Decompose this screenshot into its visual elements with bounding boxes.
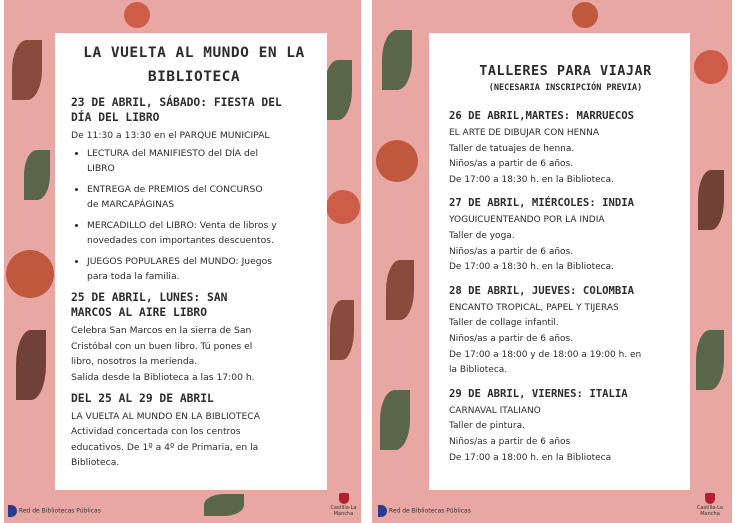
section-text: De 17:00 a 18:30 h. en la Biblioteca.: [449, 262, 614, 273]
section-text: ENCANTO TROPICAL, PAPEL Y TIJERAS: [449, 302, 619, 313]
decor-leaf: [24, 150, 50, 200]
castilla-la-mancha-crest: Castilla-La Mancha: [688, 493, 732, 517]
section-colombia: [449, 284, 682, 379]
section-text: De 17:00 a 18:30 h. en la Biblioteca.: [449, 174, 614, 185]
section-text: libro, nosotros la merienda.: [71, 356, 198, 368]
section-text: Taller de yoga.: [449, 230, 515, 241]
section-text: Salida desde la Biblioteca a las 17:00 h.: [71, 371, 255, 383]
section-text: Taller de tatuajes de henna.: [449, 143, 575, 154]
decor-leaf: [324, 60, 352, 120]
poster-title: LA VUELTA AL MUNDO EN LA BIBLIOTECA: [83, 45, 305, 85]
castilla-la-mancha-crest: Castilla-La Mancha: [326, 493, 361, 517]
decor-leaf: [382, 30, 412, 90]
crest-icon: [705, 493, 715, 504]
section-text: la Biblioteca.: [449, 365, 508, 376]
library-network-logo: Red de Bibliotecas Públicas: [8, 505, 101, 517]
decor-blob: [694, 50, 728, 84]
section-text: Taller de collage infantil.: [449, 318, 559, 329]
decor-blob: [326, 190, 360, 224]
section-text: De 17:00 a 18:00 h. en la Biblioteca: [449, 452, 612, 463]
list-item: • ENTREGA de PREMIOS del CONCURSO de MARCAPÁGINAS: [87, 182, 317, 212]
section-text: educativos. De 1º a 4º de Primaria, en la: [71, 441, 259, 453]
library-logo-icon: [378, 505, 387, 517]
decor-blob: [124, 2, 150, 28]
library-logo-icon: [8, 505, 17, 517]
poster-right: [372, 0, 732, 523]
section-dia-del-libro: [71, 95, 317, 284]
activity-list: [71, 146, 317, 284]
decor-leaf: [16, 330, 46, 400]
decor-leaf: [204, 494, 244, 516]
decor-leaf: [696, 330, 724, 390]
list-item: • JUEGOS POPULARES del MUNDO: Juegos para toda la familia.: [87, 254, 317, 284]
section-heading: 25 DE ABRIL, LUNES: SAN MARCOS AL AIRE LIBRO: [71, 291, 228, 320]
section-text: YOGUICUENTEANDO POR LA INDIA: [449, 215, 605, 226]
decor-leaf: [386, 260, 414, 320]
section-text: EL ARTE DE DIBUJAR CON HENNA: [449, 128, 599, 138]
program-card: [55, 33, 327, 490]
section-heading: 27 DE ABRIL, MIÉRCOLES: INDIA: [449, 197, 634, 210]
decor-blob: [6, 250, 54, 298]
decor-leaf: [698, 170, 724, 230]
section-text: Niños/as a partir de 6 años: [449, 436, 571, 447]
section-text: Biblioteca.: [71, 457, 120, 469]
section-text: Niños/as a partir de 6 años.: [449, 159, 574, 170]
section-text: Taller de pintura.: [449, 421, 525, 432]
section-heading: 23 DE ABRIL, SÁBADO: FIESTA DEL DÍA DEL LIBRO: [71, 96, 282, 124]
section-text: De 11:30 a 13:30 en el PARQUE MUNICIPAL: [71, 130, 270, 141]
section-italia: [449, 387, 682, 466]
section-text: Actividad concertada con los centros: [71, 426, 241, 438]
section-text: CARNAVAL ITALIANO: [449, 405, 541, 416]
workshops-title: TALLERES PARA VIAJAR: [479, 63, 652, 79]
library-network-logo: Red de Bibliotecas Públicas: [378, 505, 471, 517]
crest-icon: [339, 493, 349, 504]
registration-note: (NECESARIA INSCRIPCIÓN PREVIA): [488, 83, 643, 93]
list-item: • MERCADILLO del LIBRO: Venta de libros y novedades con importantes descuentos.: [87, 218, 317, 248]
section-text: Cristóbal con un buen libro. Tú pones el: [71, 340, 253, 352]
section-heading: DEL 25 AL 29 DE ABRIL: [71, 392, 214, 406]
section-india: [449, 196, 682, 275]
section-text: LA VUELTA AL MUNDO EN LA BIBLIOTECA: [71, 411, 261, 423]
decor-leaf: [12, 40, 42, 100]
list-item: • LECTURA del MANIFIESTO del DÍA del LIBRO: [87, 146, 317, 176]
section-text: Niños/as a partir de 6 años.: [449, 333, 574, 344]
section-heading: 26 DE ABRIL,MARTES: MARRUECOS: [449, 110, 634, 122]
section-heading: 28 DE ABRIL, JUEVES: COLOMBIA: [449, 284, 634, 297]
section-text: Niños/as a partir de 6 años.: [449, 246, 574, 257]
decor-blob: [572, 2, 598, 28]
section-vuelta-al-mundo: [71, 391, 317, 471]
workshops-card: [429, 33, 690, 490]
decor-blob: [376, 140, 418, 182]
decor-leaf: [380, 390, 410, 450]
poster-left: [4, 0, 361, 523]
section-marruecos: [449, 109, 682, 188]
section-text: De 17:00 a 18:00 y de 18:00 a 19:00 h. en: [449, 349, 642, 360]
section-heading: 29 DE ABRIL, VIERNES: ITALIA: [449, 387, 628, 400]
decor-leaf: [330, 300, 354, 360]
section-san-marcos: [71, 290, 317, 385]
section-text: Celebra San Marcos en la sierra de San: [71, 325, 252, 337]
